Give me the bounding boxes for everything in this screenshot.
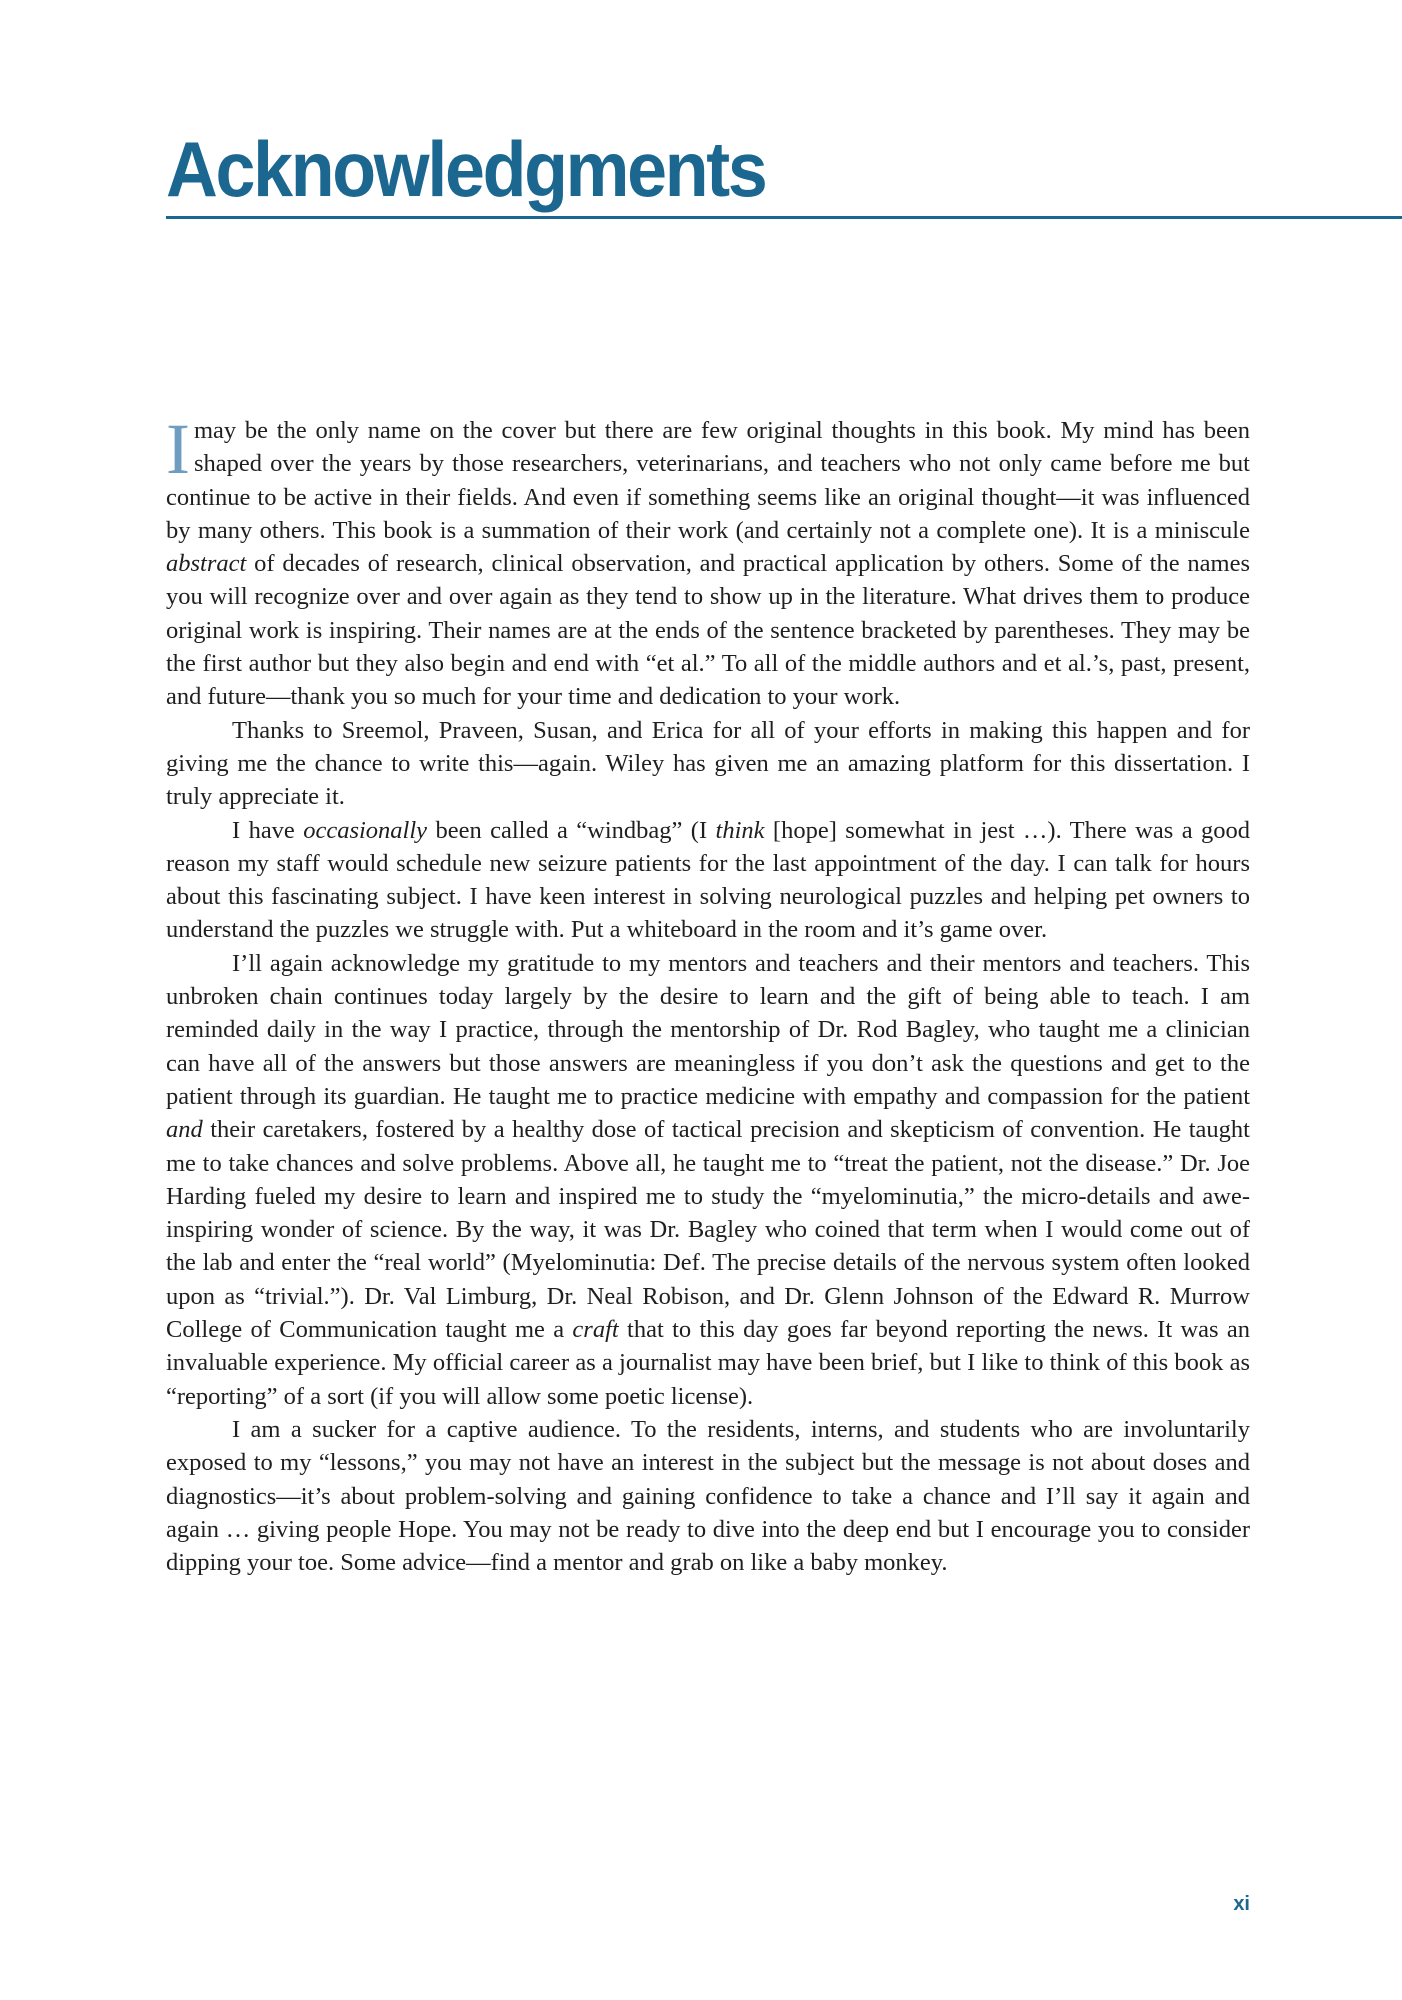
- paragraph-1: [166, 409, 1250, 714]
- page-title: Acknowledgments: [166, 125, 766, 213]
- paragraph-1-text-b: of decades of research, clinical observation, and practical application by others. Some of the names you will recognize over and over again as they tend to show up in the literature. What drives them to produce original work is inspiring. Their names are at the ends of the sentence bracketed by parentheses. They may be the first author but they also begin and end with “et al.” To all of the middle authors and et al.’s, past, present, and future—thank you so much for your time and dedication to your work.: [166, 550, 1250, 711]
- drop-cap: I: [166, 409, 190, 489]
- paragraph-4: [166, 947, 1250, 1413]
- body-text: [166, 409, 1250, 1579]
- paragraph-3-text-a: I have: [232, 816, 304, 844]
- title-underline-rule: [166, 216, 1402, 219]
- paragraph-1-text-a: may be the only name on the cover but there are few original thoughts in this book. My mind has been shaped over the years by those researchers, veterinarians, and teachers who not only came before me but continue to be active in their fields. And even if something seems like an original thought—it was influenced by many others. This book is a summation of their work (and certainly not a complete one). It is a miniscule: [166, 417, 1250, 544]
- paragraph-3-text-c: [hope] somewhat in jest …). There was a good reason my staff would schedule new seizure patients for the last appointment of the day. I can talk for hours about this fascinating subject. I have keen interest in solving neurological puzzles and helping pet owners to understand the puzzles we struggle with. Put a whiteboard in the room and it’s game over.: [166, 816, 1250, 944]
- paragraph-3-emphasis-1: occasionally: [303, 816, 428, 844]
- paragraph-4-text-c: that to this day goes far beyond reporting the news. It was an invaluable experience. My official career as a journalist may have been brief, but I like to think of this book as “reporting” of a sort (if you will allow some poetic license).: [166, 1316, 1250, 1410]
- paragraph-5: I am a sucker for a captive audience. To the residents, interns, and students who are involuntarily exposed to my “lessons,” you may not have an interest in the subject but the message is not about doses and diagnostics—it’s about problem-solving and gaining confidence to take a chance and I’ll say it again and again … giving people Hope. You may not be ready to dive into the deep end but I encourage you to consider dipping your toe. Some advice—find a mentor and grab on like a baby monkey.: [166, 1415, 1250, 1577]
- paragraph-4-emphasis-2: craft: [572, 1316, 619, 1344]
- paragraph-1-emphasis: abstract: [166, 550, 247, 578]
- paragraph-2: Thanks to Sreemol, Praveen, Susan, and Erica for all of your efforts in making this happen and for giving me the chance to write this—again. Wiley has given me an amazing platform for this dissertation. I truly appreciate it.: [166, 716, 1250, 811]
- paragraph-4-text-a: I’ll again acknowledge my gratitude to my mentors and teachers and their mentors and teachers. This unbroken chain continues today largely by the desire to learn and the gift of being able to teach. I am reminded daily in the way I practice, through the mentorship of Dr. Rod Bagley, who taught me a clinician can have all of the answers but those answers are meaningless if you don’t ask the questions and get to the patient through its guardian. He taught me to practice medicine with empathy and compassion for the patient: [166, 949, 1250, 1110]
- paragraph-4-text-b: their caretakers, fostered by a healthy dose of tactical precision and skepticism of convention. He taught me to take chances and solve problems. Above all, he taught me to “treat the patient, not the disease.” Dr. Joe Harding fueled my desire to learn and inspired me to study the “myelominutia,” the micro-details and awe-inspiring wonder of science. By the way, it was Dr. Bagley who coined that term when I would come out of the lab and enter the “real world” (Myelominutia: Def. The precise details of the nervous system often looked upon as “trivial.”). Dr. Val Limburg, Dr. Neal Robison, and Dr. Glenn Johnson of the Edward R. Murrow College of Communication taught me a: [166, 1116, 1250, 1344]
- page-number: xi: [1233, 1893, 1250, 1915]
- paragraph-3-text-b: been called a “windbag” (I: [427, 816, 716, 844]
- paragraph-4-emphasis-1: and: [166, 1116, 203, 1144]
- paragraph-3-emphasis-2: think: [715, 816, 765, 844]
- paragraph-3: [166, 814, 1250, 947]
